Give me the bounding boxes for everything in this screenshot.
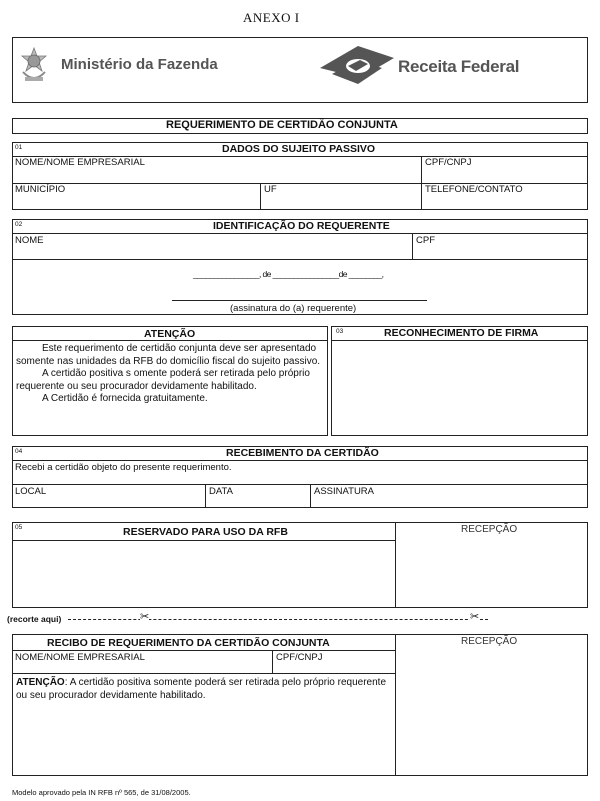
receita-federal-logo-icon	[318, 44, 396, 88]
section-05-number: 05	[15, 524, 23, 531]
uf-field[interactable]	[262, 195, 420, 209]
receita-federal-name: Receita Federal	[398, 57, 520, 76]
requerente-cpf-label: CPF	[416, 235, 435, 246]
telefone-contato-field[interactable]	[423, 195, 587, 209]
cpf-cnpj-label: CPF/CNPJ	[425, 157, 472, 168]
signature-line[interactable]	[172, 300, 427, 301]
atencao-paragraph-1: Este requerimento de certidão conjunta deve ser apresentado somente nas unidades da RFB do domicílio fiscal do sujeito passivo.	[16, 343, 321, 367]
ministry-name: Ministério da Fazenda	[61, 56, 218, 73]
form-title: REQUERIMENTO DE CERTIDÃO CONJUNTA	[166, 119, 398, 131]
requerente-cpf-field[interactable]	[414, 245, 587, 258]
nome-empresarial-label: NOME/NOME EMPRESARIAL	[15, 157, 145, 168]
municipio-field[interactable]	[13, 195, 259, 209]
section-03-number: 03	[336, 328, 344, 335]
recibo-atencao	[16, 677, 391, 702]
recibo-title: RECIBO DE REQUERIMENTO DA CERTIDÃO CONJUNTA	[47, 637, 330, 649]
date-line[interactable]: ________________, de ________________de ________,	[193, 269, 384, 279]
reconhecimento-firma-area[interactable]	[332, 342, 587, 435]
recibo-recepcao-label: RECEPÇÃO	[461, 636, 518, 647]
signature-caption: (assinatura do (a) requerente)	[230, 303, 357, 314]
recebimento-text: Recebi a certidão objeto do presente requerimento.	[15, 462, 232, 473]
atencao-paragraph-3: A Certidão é fornecida gratuitamente.	[42, 393, 208, 404]
recibo-atencao-label: ATENÇÃO	[16, 677, 65, 688]
data-label: DATA	[209, 486, 233, 497]
atencao-title: ATENÇÃO	[144, 328, 196, 340]
requerente-nome-label: NOME	[15, 235, 44, 246]
recepcao-label: RECEPÇÃO	[461, 524, 518, 535]
uf-label: UF	[264, 184, 277, 195]
recibo-nome-label: NOME/NOME EMPRESARIAL	[15, 652, 145, 663]
local-label: LOCAL	[15, 486, 47, 497]
atencao-paragraph-2: A certidão positiva s omente poderá ser retirada pelo próprio requerente ou seu procurador devidamente habilitado.	[16, 368, 310, 392]
nome-empresarial-field[interactable]	[13, 168, 420, 182]
section-04-title: RECEBIMENTO DA CERTIDÃO	[226, 447, 379, 459]
municipio-label: MUNICÍPIO	[15, 184, 66, 195]
telefone-contato-label: TELEFONE/CONTATO	[425, 184, 523, 195]
assinatura-field[interactable]	[312, 496, 587, 507]
local-field[interactable]	[13, 496, 204, 507]
cpf-cnpj-field[interactable]	[423, 168, 587, 182]
data-field[interactable]	[207, 496, 309, 507]
cut-line	[68, 619, 488, 620]
section-01-number: 01	[15, 144, 23, 151]
section-02-number: 02	[15, 221, 23, 228]
section-02-title: IDENTIFICAÇÃO DO REQUERENTE	[213, 220, 390, 232]
coat-of-arms-icon	[19, 46, 49, 86]
recepcao-area[interactable]	[397, 537, 587, 607]
recibo-cpf-cnpj-label: CPF/CNPJ	[276, 652, 323, 663]
section-04-number: 04	[15, 448, 23, 455]
rfb-use-area[interactable]	[13, 542, 394, 607]
section-03-title: RECONHECIMENTO DE FIRMA	[384, 327, 539, 339]
annex-title: ANEXO I	[243, 10, 300, 25]
atencao-text	[16, 343, 321, 406]
section-01-title: DADOS DO SUJEITO PASSIVO	[222, 143, 376, 155]
scissors-icon: ✂	[470, 611, 480, 623]
recibo-atencao-text: : A certidão positiva somente poderá ser retirada pelo próprio requerente ou seu procurador devidamente habilitado.	[16, 677, 387, 701]
assinatura-label: ASSINATURA	[314, 486, 375, 497]
requerente-nome-field[interactable]	[13, 245, 411, 258]
recibo-nome-field[interactable]	[13, 662, 271, 672]
recibo-cpf-cnpj-field[interactable]	[274, 662, 394, 672]
cut-label: (recorte aqui)	[7, 614, 62, 624]
scissors-icon: ✂	[140, 611, 150, 623]
footer-note: Modelo aprovado pela IN RFB nº 565, de 31/08/2005.	[12, 788, 191, 797]
recibo-recepcao-area[interactable]	[397, 650, 587, 775]
section-05-title: RESERVADO PARA USO DA RFB	[123, 526, 288, 538]
